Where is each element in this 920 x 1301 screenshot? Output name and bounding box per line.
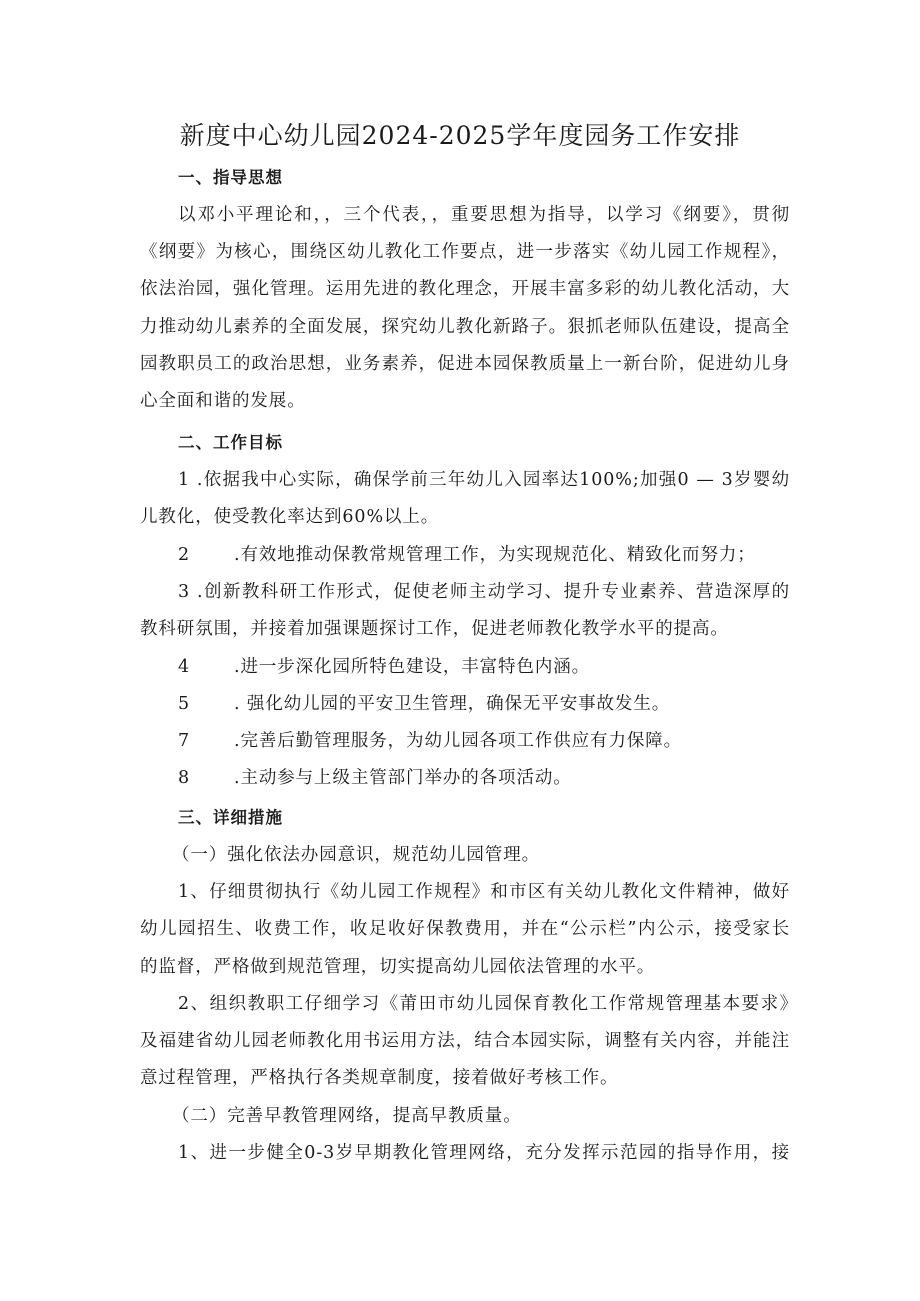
document-title: 新度中心幼儿园2024-2025学年度园务工作安排	[179, 121, 741, 150]
goal-number: 4	[178, 657, 191, 677]
paragraph-line: 幼儿园招生、收费工作，收足收好保教费用，并在“公示栏”内公示，接受家长	[140, 919, 790, 939]
goal-number: 2	[178, 545, 191, 565]
paragraph-line: 的监督，严格做到规范管理，切实提高幼儿园依法管理的水平。	[140, 957, 656, 977]
paragraph-line: 以邓小平理论和，，三个代表，，重要思想为指导，以学习《纲要》，贯彻	[178, 205, 790, 225]
goal-item-5	[178, 692, 828, 716]
goal-item-3-line: 3 .创新教科研工作形式，促使老师主动学习、提升专业素养、营造深厚的	[178, 582, 790, 602]
paragraph-line: 园教职员工的政治思想，业务素养，促进本园保教质量上一新台阶，促进幼儿身	[140, 354, 790, 374]
subsection-heading: （一）强化依法办园意识，规范幼儿园管理。	[172, 845, 540, 865]
paragraph-line: 力推动幼儿素养的全面发展，探究幼儿教化新路子。狠抓老师队伍建设，提高全	[140, 317, 790, 337]
goal-item-8	[178, 766, 828, 790]
goal-item-2	[178, 543, 828, 567]
section-heading-guiding-ideology: 一、指导思想	[178, 168, 283, 187]
goal-item-7	[178, 729, 828, 753]
section-heading-detailed-measures: 三、详细措施	[178, 808, 283, 827]
goal-number: 8	[178, 768, 191, 788]
paragraph-line: 依法治园，强化管理。运用先进的教化理念，开展丰富多彩的幼儿教化活动，大	[140, 279, 790, 299]
section-heading-work-goals: 二、工作目标	[178, 433, 283, 452]
goal-item-4	[178, 655, 828, 679]
paragraph-line: 及福建省幼儿园老师教化用书运用方法，结合本园实际，调整有关内容，并能注	[140, 1031, 790, 1051]
paragraph-line: 2、组织教职工仔细学习《莆田市幼儿园保育教化工作常规管理基本要求》	[178, 994, 798, 1014]
paragraph-line: 意过程管理，严格执行各类规章制度，接着做好考核工作。	[140, 1068, 619, 1088]
goal-item-1-line: 1 .依据我中心实际，确保学前三年幼儿入园率达100%;加强0 — 3岁婴幼	[178, 470, 790, 490]
goal-text: .主动参与上级主管部门举办的各项活动。	[234, 768, 572, 788]
goal-text: .进一步深化园所特色建设，丰富特色内涵。	[234, 657, 591, 677]
paragraph-line: 1、仔细贯彻执行《幼儿园工作规程》和市区有关幼儿教化文件精神，做好	[178, 882, 790, 902]
paragraph-line: 心全面和谐的发展。	[140, 391, 306, 411]
goal-text: . 强化幼儿园的平安卫生管理，确保无平安事故发生。	[234, 694, 671, 714]
paragraph-line: 《纲要》为核心，围绕区幼儿教化工作要点，进一步落实《幼儿园工作规程》，	[140, 242, 790, 262]
subsection-heading: （二）完善早教管理网络，提高早教质量。	[172, 1106, 522, 1126]
goal-text: .完善后勤管理服务，为幼儿园各项工作供应有力保障。	[234, 731, 683, 751]
goal-item-1-line: 儿教化，使受教化率达到60%以上。	[140, 507, 440, 527]
paragraph-line: 1、进一步健全0-3岁早期教化管理网络，充分发挥示范园的指导作用，接	[178, 1143, 790, 1163]
goal-item-3-line: 教科研氛围，并接着加强课题探讨工作，促进老师教化教学水平的提高。	[140, 619, 729, 639]
goal-number: 7	[178, 731, 191, 751]
goal-number: 5	[178, 694, 191, 714]
goal-text: .有效地推动保教常规管理工作，为实现规范化、精致化而努力；	[234, 545, 756, 565]
